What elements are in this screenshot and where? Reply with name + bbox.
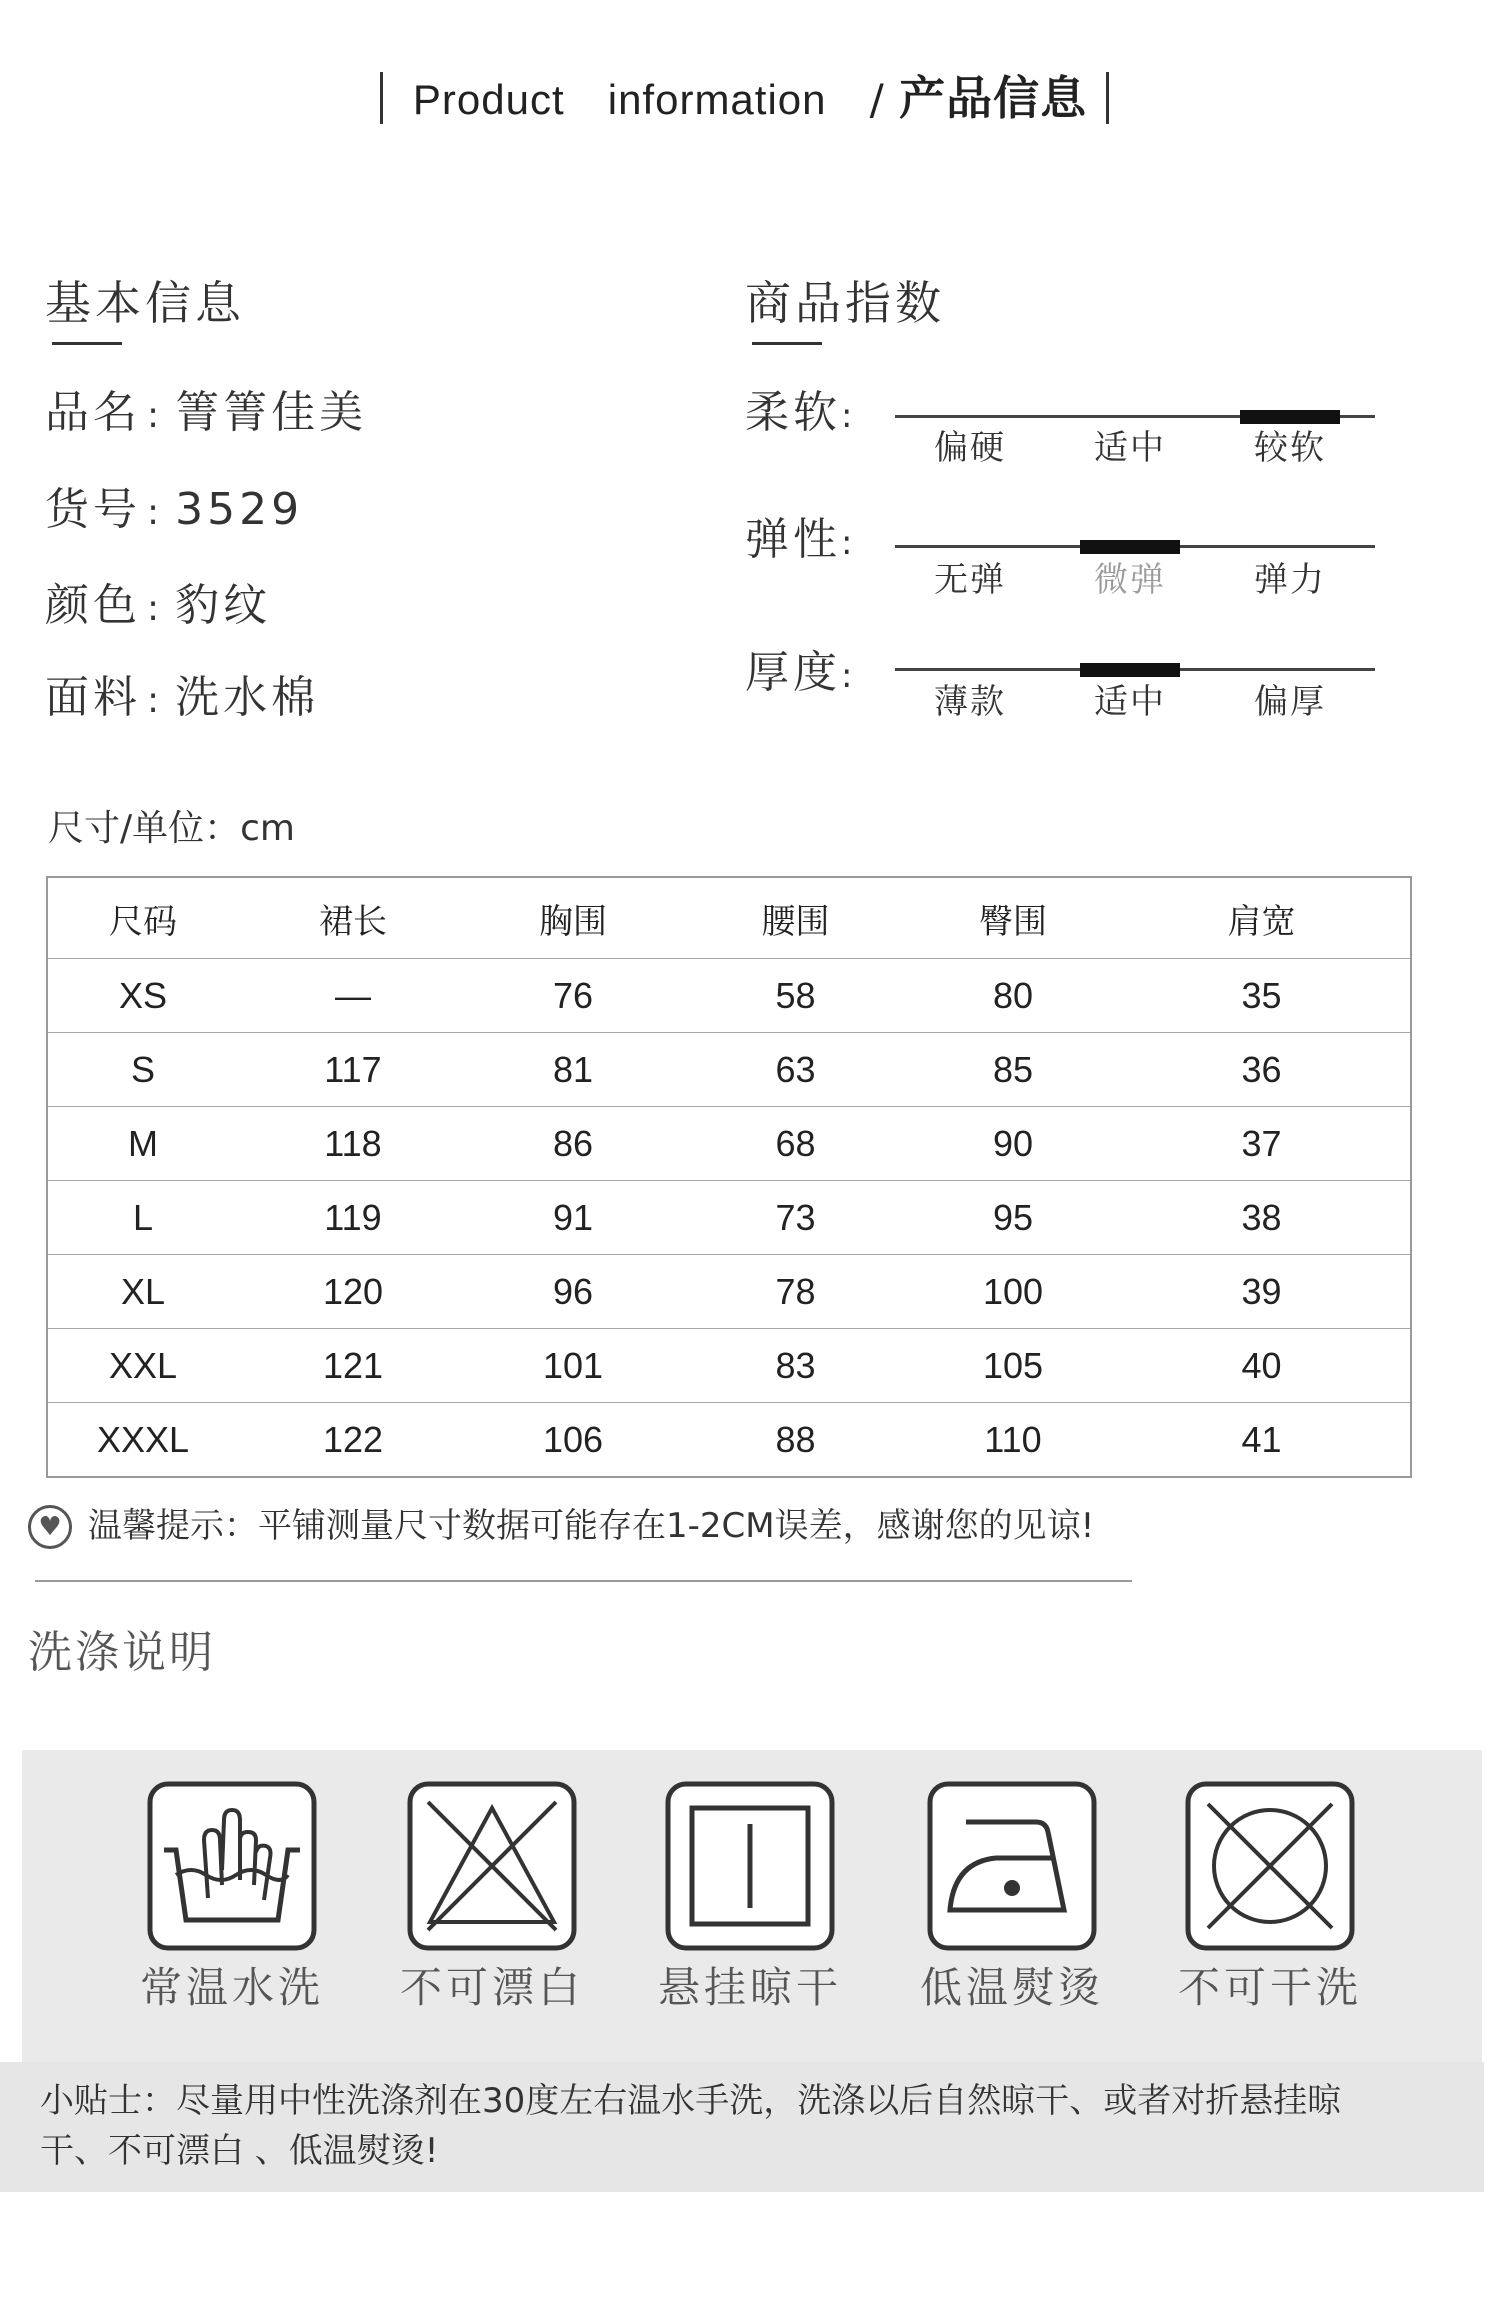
table-cell: 38 bbox=[1113, 1181, 1411, 1255]
column-header: 臀围 bbox=[913, 877, 1113, 959]
table-cell: 88 bbox=[775, 1418, 816, 1460]
table-cell: 40 bbox=[1113, 1329, 1411, 1403]
index-option: 适中 bbox=[1094, 428, 1166, 468]
table-cell: 81 bbox=[468, 1033, 678, 1107]
basic-info-title: 基本信息 bbox=[45, 276, 245, 330]
table-cell: XXL bbox=[47, 1329, 238, 1403]
wash-item-no-bleach bbox=[372, 1780, 612, 2014]
table-cell: 122 bbox=[322, 1418, 384, 1460]
table-cell: M bbox=[47, 1107, 238, 1181]
table-cell: 83 bbox=[678, 1329, 913, 1403]
no-dry-clean-icon bbox=[1184, 1780, 1356, 1952]
no-bleach-icon bbox=[406, 1780, 578, 1952]
table-cell: 36 bbox=[1113, 1033, 1411, 1107]
table-cell: 91 bbox=[468, 1181, 678, 1255]
wash-label: 不可干洗 bbox=[1177, 1963, 1362, 2012]
table-cell: XL bbox=[47, 1255, 238, 1329]
size-table bbox=[46, 876, 1412, 1478]
index-marker-softness bbox=[1240, 410, 1340, 424]
index-label-thickness: 厚度: bbox=[745, 647, 857, 698]
wash-label: 常温水洗 bbox=[139, 1963, 324, 2012]
heart-icon bbox=[28, 1505, 72, 1549]
table-cell: 117 bbox=[238, 1033, 468, 1107]
index-label-softness: 柔软: bbox=[745, 387, 857, 438]
product-index-rule bbox=[752, 342, 822, 345]
washing-note: 小贴士：尽量用中性洗涤剂在30度左右温水手洗，洗涤以后自然晾干、或者对折悬挂晾干、不可漂白 、低温熨烫! bbox=[40, 2081, 1342, 2171]
column-header: 腰围 bbox=[678, 877, 913, 959]
table-cell: 73 bbox=[678, 1181, 913, 1255]
table-cell: 68 bbox=[678, 1107, 913, 1181]
index-option: 薄款 bbox=[934, 682, 1006, 722]
table-cell: S bbox=[47, 1033, 238, 1107]
header-right-bar bbox=[1106, 72, 1109, 124]
washing-title: 洗涤说明 bbox=[28, 1627, 216, 1678]
table-cell: 39 bbox=[1113, 1255, 1411, 1329]
table-row bbox=[47, 1403, 1411, 1478]
wash-item-hand-wash bbox=[112, 1780, 352, 2014]
table-cell: XS bbox=[47, 959, 238, 1033]
index-option: 偏厚 bbox=[1254, 682, 1326, 722]
table-cell: 101 bbox=[468, 1329, 678, 1403]
info-row-color: 颜色 : 豹纹 bbox=[45, 578, 271, 637]
table-cell: 58 bbox=[678, 959, 913, 1033]
index-option: 微弹 bbox=[1094, 560, 1166, 600]
info-label: 面料 bbox=[45, 672, 141, 723]
index-option: 弹力 bbox=[1254, 560, 1326, 600]
wash-item-hang-dry bbox=[630, 1780, 870, 2014]
index-option: 无弹 bbox=[934, 560, 1006, 600]
table-cell: 37 bbox=[1113, 1107, 1411, 1181]
table-cell: — bbox=[238, 959, 468, 1033]
table-cell: 85 bbox=[913, 1033, 1113, 1107]
table-cell: 78 bbox=[678, 1255, 913, 1329]
table-cell: 120 bbox=[238, 1255, 468, 1329]
info-row-fabric: 面料 : 洗水棉 bbox=[45, 670, 319, 729]
info-row-sku: 货号 : 3529 bbox=[45, 482, 303, 541]
table-cell: L bbox=[47, 1181, 238, 1255]
wash-label: 不可漂白 bbox=[399, 1963, 584, 2012]
table-cell: 119 bbox=[238, 1181, 468, 1255]
info-value: 豹纹 bbox=[175, 580, 272, 631]
header-title-en-1: Product bbox=[412, 76, 565, 123]
wash-item-low-iron bbox=[892, 1780, 1132, 2014]
column-header: 尺码 bbox=[47, 877, 238, 959]
table-row bbox=[47, 1107, 1411, 1181]
table-cell: 76 bbox=[468, 959, 678, 1033]
table-cell: 35 bbox=[1113, 959, 1411, 1033]
table-cell: 86 bbox=[468, 1107, 678, 1181]
low-iron-icon bbox=[926, 1780, 1098, 1952]
table-row bbox=[47, 1329, 1411, 1403]
info-value: 箐箐佳美 bbox=[175, 387, 368, 438]
table-cell: 63 bbox=[678, 1033, 913, 1107]
hang-dry-icon bbox=[664, 1780, 836, 1952]
index-marker-thickness bbox=[1080, 663, 1180, 677]
table-cell: 90 bbox=[913, 1107, 1113, 1181]
table-cell: 110 bbox=[984, 1418, 1042, 1460]
basic-info-rule bbox=[52, 342, 122, 345]
info-value: 洗水棉 bbox=[175, 672, 320, 723]
info-label: 货号 bbox=[45, 484, 141, 535]
tip-text: 温馨提示：平铺测量尺寸数据可能存在1-2CM误差，感谢您的见谅! bbox=[88, 1506, 1095, 1546]
index-option: 偏硬 bbox=[934, 428, 1006, 468]
table-cell: 106 bbox=[542, 1418, 604, 1460]
hand-wash-icon bbox=[146, 1780, 318, 1952]
info-label: 颜色 bbox=[45, 580, 141, 631]
table-cell: XXXL bbox=[96, 1418, 190, 1460]
table-cell: 118 bbox=[238, 1107, 468, 1181]
wash-label: 悬挂晾干 bbox=[657, 1963, 842, 2012]
table-header-row bbox=[47, 877, 1411, 959]
table-cell: 105 bbox=[913, 1329, 1113, 1403]
wash-item-no-dry-clean bbox=[1150, 1780, 1390, 2014]
table-row bbox=[47, 1033, 1411, 1107]
info-label: 品名 bbox=[45, 387, 141, 438]
header-title-en-2: information bbox=[607, 76, 827, 123]
header-slash: / bbox=[869, 75, 885, 124]
table-cell: 96 bbox=[468, 1255, 678, 1329]
header-title-cn: 产品信息 bbox=[899, 71, 1088, 125]
page-header bbox=[0, 72, 1500, 126]
table-cell: 100 bbox=[913, 1255, 1113, 1329]
column-header: 肩宽 bbox=[1113, 877, 1411, 959]
table-row bbox=[47, 1181, 1411, 1255]
info-value: 3529 bbox=[175, 484, 304, 535]
index-marker-elasticity bbox=[1080, 540, 1180, 554]
index-label-elasticity: 弹性: bbox=[745, 514, 857, 565]
product-index-title: 商品指数 bbox=[745, 276, 945, 330]
info-row-name: 品名 : 箐箐佳美 bbox=[45, 385, 367, 444]
column-header: 裙长 bbox=[238, 877, 468, 959]
divider bbox=[35, 1580, 1132, 1582]
size-unit-label: 尺寸/单位：cm bbox=[48, 808, 295, 849]
column-header: 胸围 bbox=[468, 877, 678, 959]
table-cell: 95 bbox=[913, 1181, 1113, 1255]
table-row bbox=[47, 959, 1411, 1033]
table-cell: 121 bbox=[238, 1329, 468, 1403]
table-cell: 80 bbox=[913, 959, 1113, 1033]
table-cell: 41 bbox=[1241, 1418, 1282, 1460]
index-option: 较软 bbox=[1254, 428, 1326, 468]
index-option: 适中 bbox=[1094, 682, 1166, 722]
wash-label: 低温熨烫 bbox=[919, 1963, 1104, 2012]
table-row bbox=[47, 1255, 1411, 1329]
